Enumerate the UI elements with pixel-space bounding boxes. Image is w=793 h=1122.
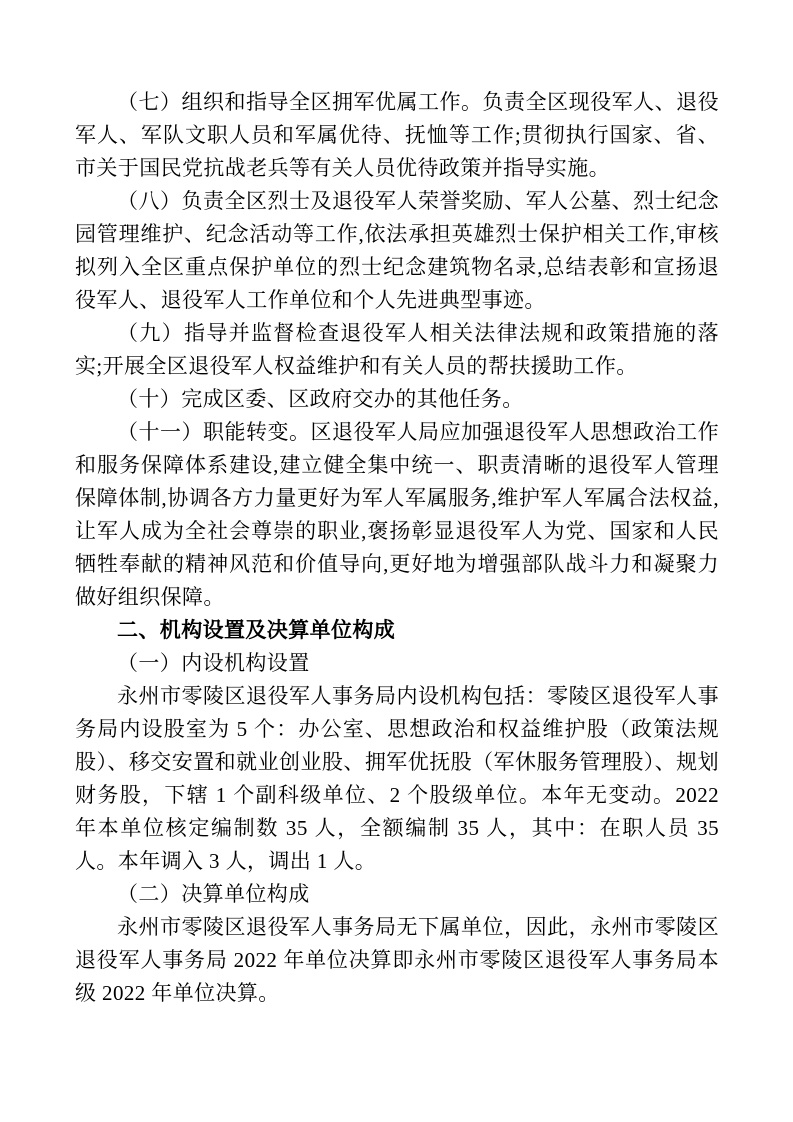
paragraph-duty-10: （十）完成区委、区政府交办的其他任务。: [117, 387, 524, 411]
paragraph-duty-7: （七）组织和指导全区拥军优属工作。负责全区现役军人、退役军人、军队文职人员和军属优待、抚恤等工作;贯彻执行国家、省、市关于国民党抗战老兵等有关人员优待政策并指导实施。: [75, 90, 719, 180]
document-body: [75, 86, 719, 1010]
subsection-heading-2: （二）决算单位构成: [117, 882, 310, 906]
paragraph-budget-unit: 永州市零陵区退役军人事务局无下属单位，因此，永州市零陵区退役军人事务局 2022 年单位决算即永州市零陵区退役军人事务局本级 2022 年单位决算。: [75, 915, 719, 1005]
subsection-heading-1: （一）内设机构设置: [117, 651, 310, 675]
paragraph-duty-9: （九）指导并监督检查退役军人相关法律法规和政策措施的落实;开展全区退役军人权益维护和有关人员的帮扶援助工作。: [75, 321, 719, 378]
paragraph-duty-11: （十一）职能转变。区退役军人局应加强退役军人思想政治工作和服务保障体系建设,建立健全集中统一、职责清晰的退役军人管理保障体制,协调各方力量更好为军人军属服务,维护军人军属合法权益,让军人成为全社会尊崇的职业,褒扬彰显退役军人为党、国家和人民牺牲奉献的精神风范和价值导向,更好地为增强部队战斗力和凝聚力做好组织保障。: [75, 420, 719, 609]
paragraph-internal-structure: 永州市零陵区退役军人事务局内设机构包括：零陵区退役军人事务局内设股室为 5 个：办公室、思想政治和权益维护股（政策法规股）、移交安置和就业创业股、拥军优抚股（军休服务管理股）、规划财务股，下辖 1 个副科级单位、2 个股级单位。本年无变动。2022 年本单位核定编制数 35 人，全额编制 35 人，其中：在职人员 35 人。本年调入 3 人，调出 1 人。: [75, 684, 719, 873]
paragraph-duty-8: （八）负责全区烈士及退役军人荣誉奖励、军人公墓、烈士纪念园管理维护、纪念活动等工作,依法承担英雄烈士保护相关工作,审核拟列入全区重点保护单位的烈士纪念建筑物名录,总结表彰和宣扬退役军人、退役军人工作单位和个人先进典型事迹。: [75, 189, 719, 312]
section-heading-2: 二、机构设置及决算单位构成: [117, 618, 396, 642]
